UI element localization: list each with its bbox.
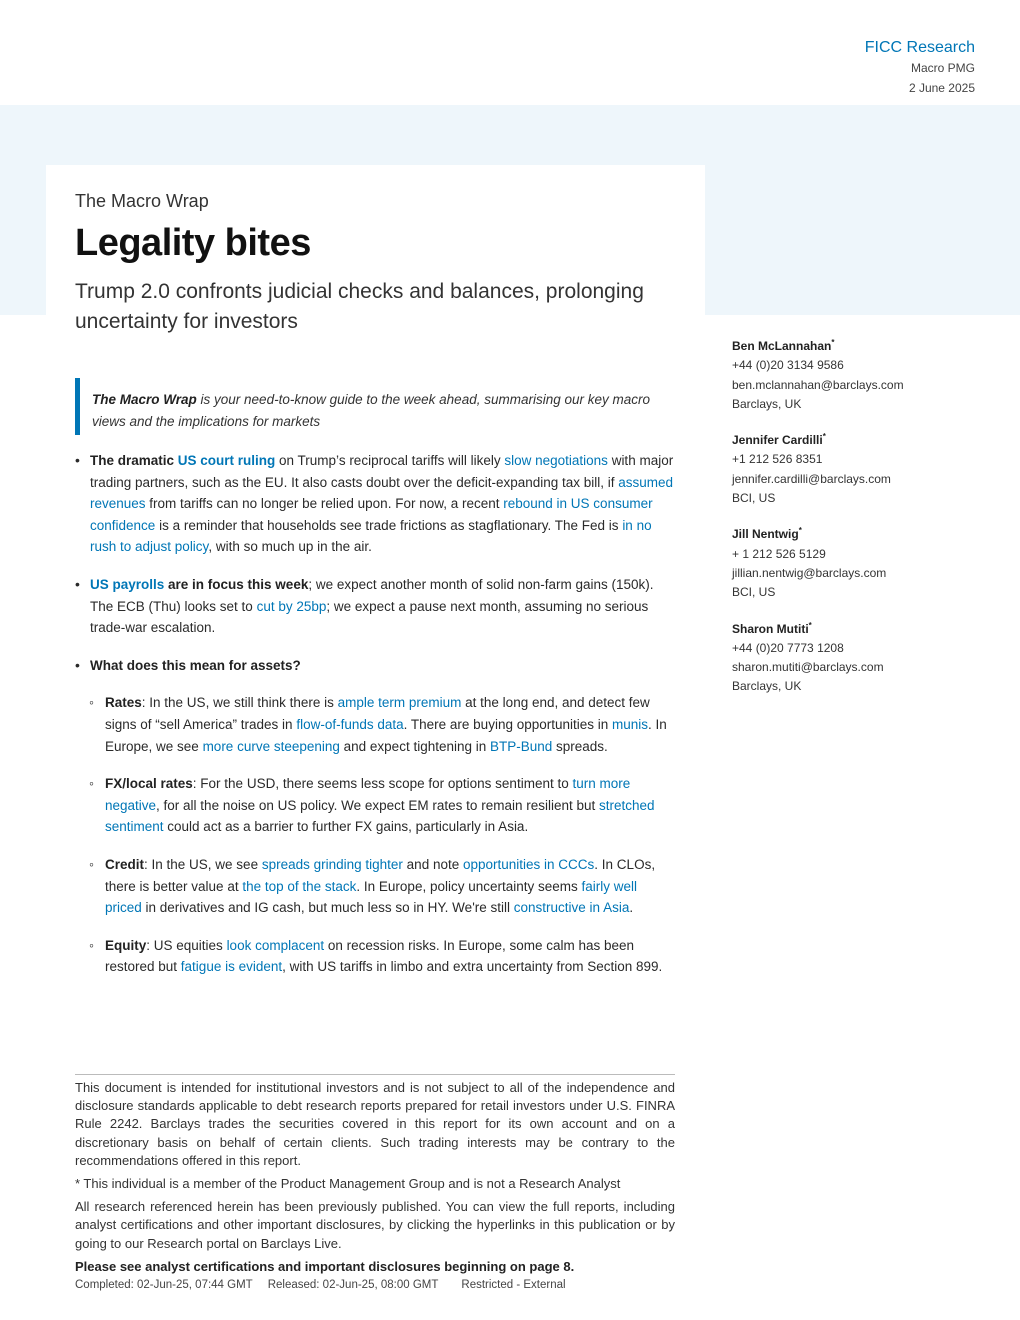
link-stretched-sentiment[interactable]: stretched sentiment [105, 797, 655, 835]
bullet-payrolls: • US payrolls are in focus this week; we expect another month of solid non-farm gains (150k). The ECB (Thu) looks set to cut by 25bp; we expect a pause next month, assuming no serious trade-war escalation. [75, 574, 675, 639]
completed-timestamp: Completed: 02-Jun-25, 07:44 GMT [75, 1279, 253, 1292]
author-mark: * [822, 432, 826, 442]
author-name: Ben McLannahan [732, 339, 832, 353]
group-label: Macro PMG [910, 61, 975, 75]
author-email[interactable]: ben.mclannahan@barclays.com [732, 377, 904, 392]
key-points [75, 450, 675, 994]
author-phone: +1 212 526 8351 [732, 452, 823, 467]
link-opportunities-cccs[interactable]: opportunities in CCCs [462, 856, 595, 872]
report-title: Legality bites [75, 222, 311, 264]
link-consumer-confidence[interactable]: rebound in US consumer confidence [90, 496, 653, 533]
author-name: Sharon Mutiti [732, 621, 809, 636]
released-timestamp: Released: 02-Jun-25, 08:00 GMT [267, 1279, 439, 1292]
restriction-label: Restricted - External [461, 1279, 566, 1292]
author-card [732, 427, 992, 508]
author-location: BCI, US [732, 491, 776, 506]
link-munis[interactable]: munis [612, 716, 649, 732]
link-curve-steepening[interactable]: more curve steepening [202, 738, 340, 754]
author-list [732, 333, 992, 710]
link-flow-of-funds[interactable]: flow-of-funds data [296, 716, 404, 732]
link-us-payrolls[interactable]: US payrolls [90, 576, 165, 592]
research-reference-note: All research referenced herein has been previously published. You can view the full reports, including analyst certifications and other important disclosures, by clicking the hyperlinks in this publication or by going to our Research portal on Barclays Live. [75, 1199, 675, 1251]
sub-bullet-fx: ◦ FX/local rates: For the USD, there seems less scope for options sentiment to turn more negative, for all the noise on US policy. We expect EM rates to remain resilient but stretched sentiment could act as a barrier to further FX gains, particularly in Asia. [75, 773, 675, 838]
link-constructive-asia[interactable]: constructive in Asia [513, 900, 630, 916]
author-email[interactable]: jillian.nentwig@barclays.com [732, 565, 887, 580]
link-fed-policy[interactable]: in no rush to adjust policy [90, 517, 652, 555]
author-name: Jennifer Cardilli [732, 433, 823, 448]
bullet-tariffs: • The dramatic US court ruling on Trump’s reciprocal tariffs will likely slow negotiations with major trading partners, such as the EU. It also casts doubt over the deficit-expanding tax bill, if assumed revenues from tariffs can no longer be relied upon. For now, a recent rebound in US consumer confidence is a reminder that households see trade frictions as stagflationary. The Fed is in no rush to adjust policy, with so much up in the air. [75, 450, 675, 558]
link-us-court-ruling[interactable]: US court ruling [177, 453, 276, 468]
author-card [732, 333, 992, 414]
report-subtitle: Trump 2.0 confronts judicial checks and balances, prolonging uncertainty for investors [75, 280, 644, 333]
sub-bullet-credit: ◦ Credit: In the US, we see spreads grinding tighter and note opportunities in CCCs. In CLOs, there is better value at the top of the stack. In Europe, policy uncertainty seems fairly well priced in derivatives and IG cash, but much less so in HY. We're still constructive in Asia. [75, 854, 675, 919]
link-ecb-cut[interactable]: cut by 25bp [256, 598, 327, 614]
link-btp-bund[interactable]: BTP-Bund [490, 738, 553, 754]
link-slow-negotiations[interactable]: slow negotiations [504, 453, 608, 468]
intro-lead: The Macro Wrap [92, 392, 197, 407]
link-fatigue-evident[interactable]: fatigue is evident [180, 959, 283, 975]
author-mark: * [798, 526, 802, 536]
author-location: Barclays, UK [732, 679, 802, 694]
author-mark: * [831, 338, 835, 347]
disclaimer-paragraph: This document is intended for institutional investors and is not subject to all of the independence and disclosure standards applicable to debt research reports prepared for retail investors under U.S. FINRA Rule 2242. Barclays trades the securities covered in this report for its own account and on a discretionary basis on behalf of certain clients. Such trading interests may be contrary to the recommendations offered in this report. [75, 1080, 675, 1168]
link-top-of-stack[interactable]: the top of the stack [242, 878, 357, 894]
sub-bullet-rates: ◦ Rates: In the US, we still think there is ample term premium at the long end, and detect few signs of “sell America” trades in flow-of-funds data. There are buying opportunities in munis. In Europe, we see more curve steepening and expect tightening in BTP-Bund spreads. [75, 692, 675, 757]
title-box [46, 165, 705, 345]
link-look-complacent[interactable]: look complacent [226, 937, 325, 953]
author-card [732, 521, 992, 602]
author-phone: +44 (0)20 3134 9586 [732, 358, 844, 373]
link-spreads-tighter[interactable]: spreads grinding tighter [261, 856, 403, 872]
department-label: FICC Research [864, 39, 975, 56]
author-location: BCI, US [732, 585, 776, 600]
report-header-meta [865, 38, 975, 98]
disclosure-notice: Please see analyst certifications and important disclosures beginning on page 8. [75, 1258, 575, 1274]
series-name: The Macro Wrap [75, 191, 209, 211]
author-mark: * [808, 620, 812, 630]
intro-text: is your need-to-know guide to the week ahead, summarising our key macro views and the implications for markets [92, 392, 651, 429]
pmg-note: * This individual is a member of the Product Management Group and is not a Research Analyst [75, 1176, 621, 1192]
disclaimer-footer [75, 1074, 675, 1294]
link-term-premium[interactable]: ample term premium [337, 695, 462, 711]
report-date: 2 June 2025 [908, 81, 975, 95]
author-email[interactable]: jennifer.cardilli@barclays.com [732, 471, 891, 486]
author-phone: +44 (0)20 7773 1208 [732, 640, 844, 655]
publication-meta [75, 1276, 675, 1294]
author-name: Jill Nentwig [732, 527, 799, 542]
link-fairly-well-priced[interactable]: fairly well priced [105, 878, 638, 916]
author-email[interactable]: sharon.mutiti@barclays.com [732, 660, 884, 675]
author-phone: + 1 212 526 5129 [732, 546, 826, 561]
bullet-assets: • What does this mean for assets? [75, 655, 675, 677]
author-location: Barclays, UK [732, 396, 802, 411]
sub-bullet-equity: ◦ Equity: US equities look complacent on recession risks. In Europe, some calm has been restored but fatigue is evident, with US tariffs in limbo and extra uncertainty from Section 899. [75, 935, 675, 978]
link-assumed-revenues[interactable]: assumed revenues [90, 474, 674, 512]
author-card [732, 616, 992, 697]
link-turn-more-negative[interactable]: turn more negative [105, 776, 631, 813]
intro-callout [75, 378, 675, 435]
